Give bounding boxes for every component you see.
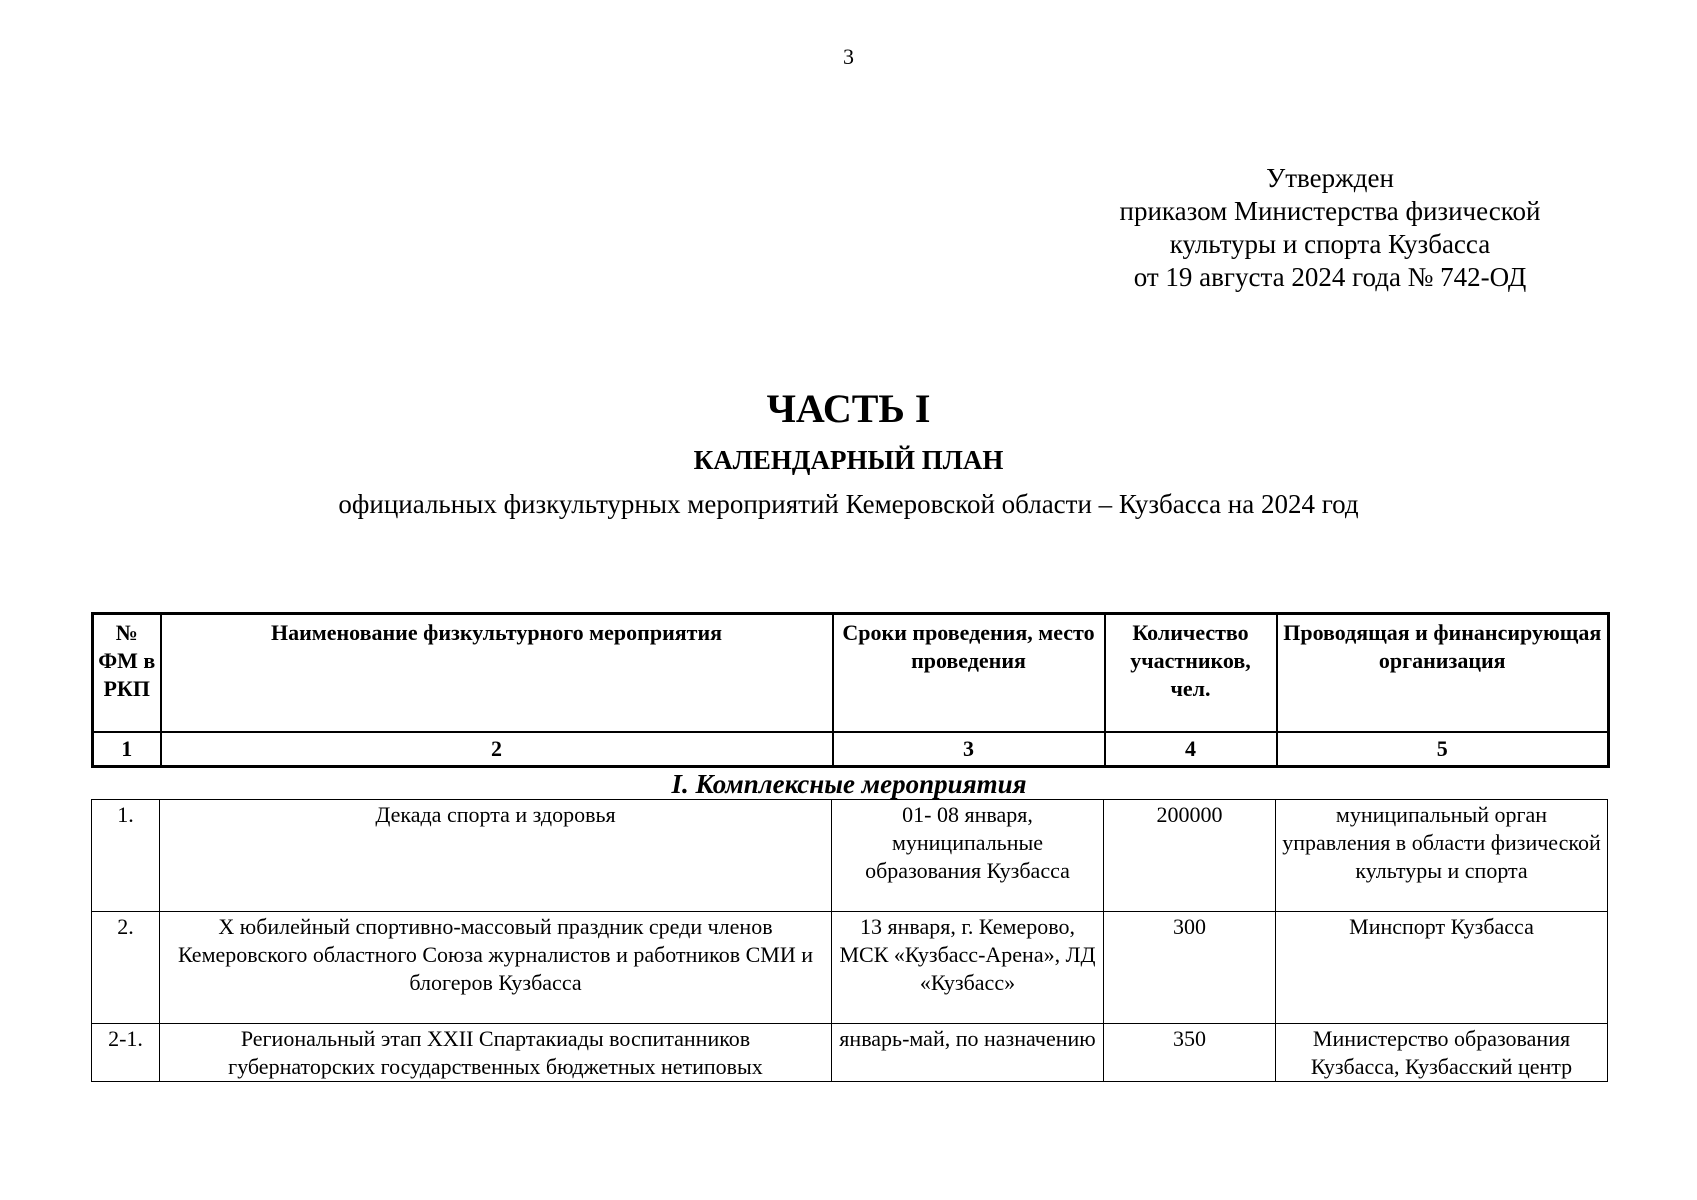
part-title: ЧАСТЬ I: [766, 386, 931, 431]
plan-title: КАЛЕНДАРНЫЙ ПЛАН: [693, 445, 1004, 475]
header-cell-number: № ФМ в РКП: [93, 614, 161, 733]
event-organization: муниципальный орган управления в области физической культуры и спорта: [1276, 800, 1608, 912]
section-title: I. Комплексные мероприятия: [671, 769, 1027, 799]
table-row: [92, 1024, 1608, 1082]
approval-line: Утвержден: [1266, 163, 1394, 193]
row-number: 1.: [92, 800, 160, 912]
column-number-row: [93, 732, 1609, 767]
event-participants: 300: [1104, 912, 1276, 1024]
page-number: 3: [843, 44, 854, 69]
approval-stamp: [1100, 162, 1560, 294]
event-name: Региональный этап XXII Спартакиады воспитанников губернаторских государственных бюджетных нетиповых: [160, 1024, 832, 1082]
approval-line: от 19 августа 2024 года № 742-ОД: [1133, 262, 1527, 292]
header-cell-organization: Проводящая и финансирующая организация: [1277, 614, 1609, 733]
event-name: Х юбилейный спортивно-массовый праздник среди членов Кемеровского областного Союза журналистов и работников СМИ и блогеров Кузбасса: [160, 912, 832, 1024]
header-cell-dates: Сроки проведения, место проведения: [833, 614, 1105, 733]
table-header: [91, 612, 1610, 768]
table-row: [92, 800, 1608, 912]
events-table: [91, 799, 1608, 1082]
column-number: 5: [1277, 732, 1609, 767]
column-number: 2: [161, 732, 833, 767]
header-cell-participants: Количество участников, чел.: [1105, 614, 1277, 733]
event-dates-place: 01- 08 января, муниципальные образования Кузбасса: [832, 800, 1104, 912]
header-cell-name: Наименование физкультурного мероприятия: [161, 614, 833, 733]
approval-line: приказом Министерства физической: [1119, 196, 1541, 226]
plan-subtitle: официальных физкультурных мероприятий Кемеровской области – Кузбасса на 2024 год: [338, 489, 1359, 519]
column-number: 1: [93, 732, 161, 767]
column-number: 3: [833, 732, 1105, 767]
event-dates-place: 13 января, г. Кемерово, МСК «Кузбасс-Арена», ЛД «Кузбасс»: [832, 912, 1104, 1024]
row-number: 2-1.: [92, 1024, 160, 1082]
row-number: 2.: [92, 912, 160, 1024]
event-participants: 200000: [1104, 800, 1276, 912]
event-organization: Минспорт Кузбасса: [1276, 912, 1608, 1024]
event-organization: Министерство образования Кузбасса, Кузбасский центр: [1276, 1024, 1608, 1082]
header-row: [93, 614, 1609, 733]
event-name: Декада спорта и здоровья: [160, 800, 832, 912]
table-row: [92, 912, 1608, 1024]
event-participants: 350: [1104, 1024, 1276, 1082]
event-dates-place: январь-май, по назначению: [832, 1024, 1104, 1082]
column-number: 4: [1105, 732, 1277, 767]
approval-line: культуры и спорта Кузбасса: [1169, 229, 1491, 259]
